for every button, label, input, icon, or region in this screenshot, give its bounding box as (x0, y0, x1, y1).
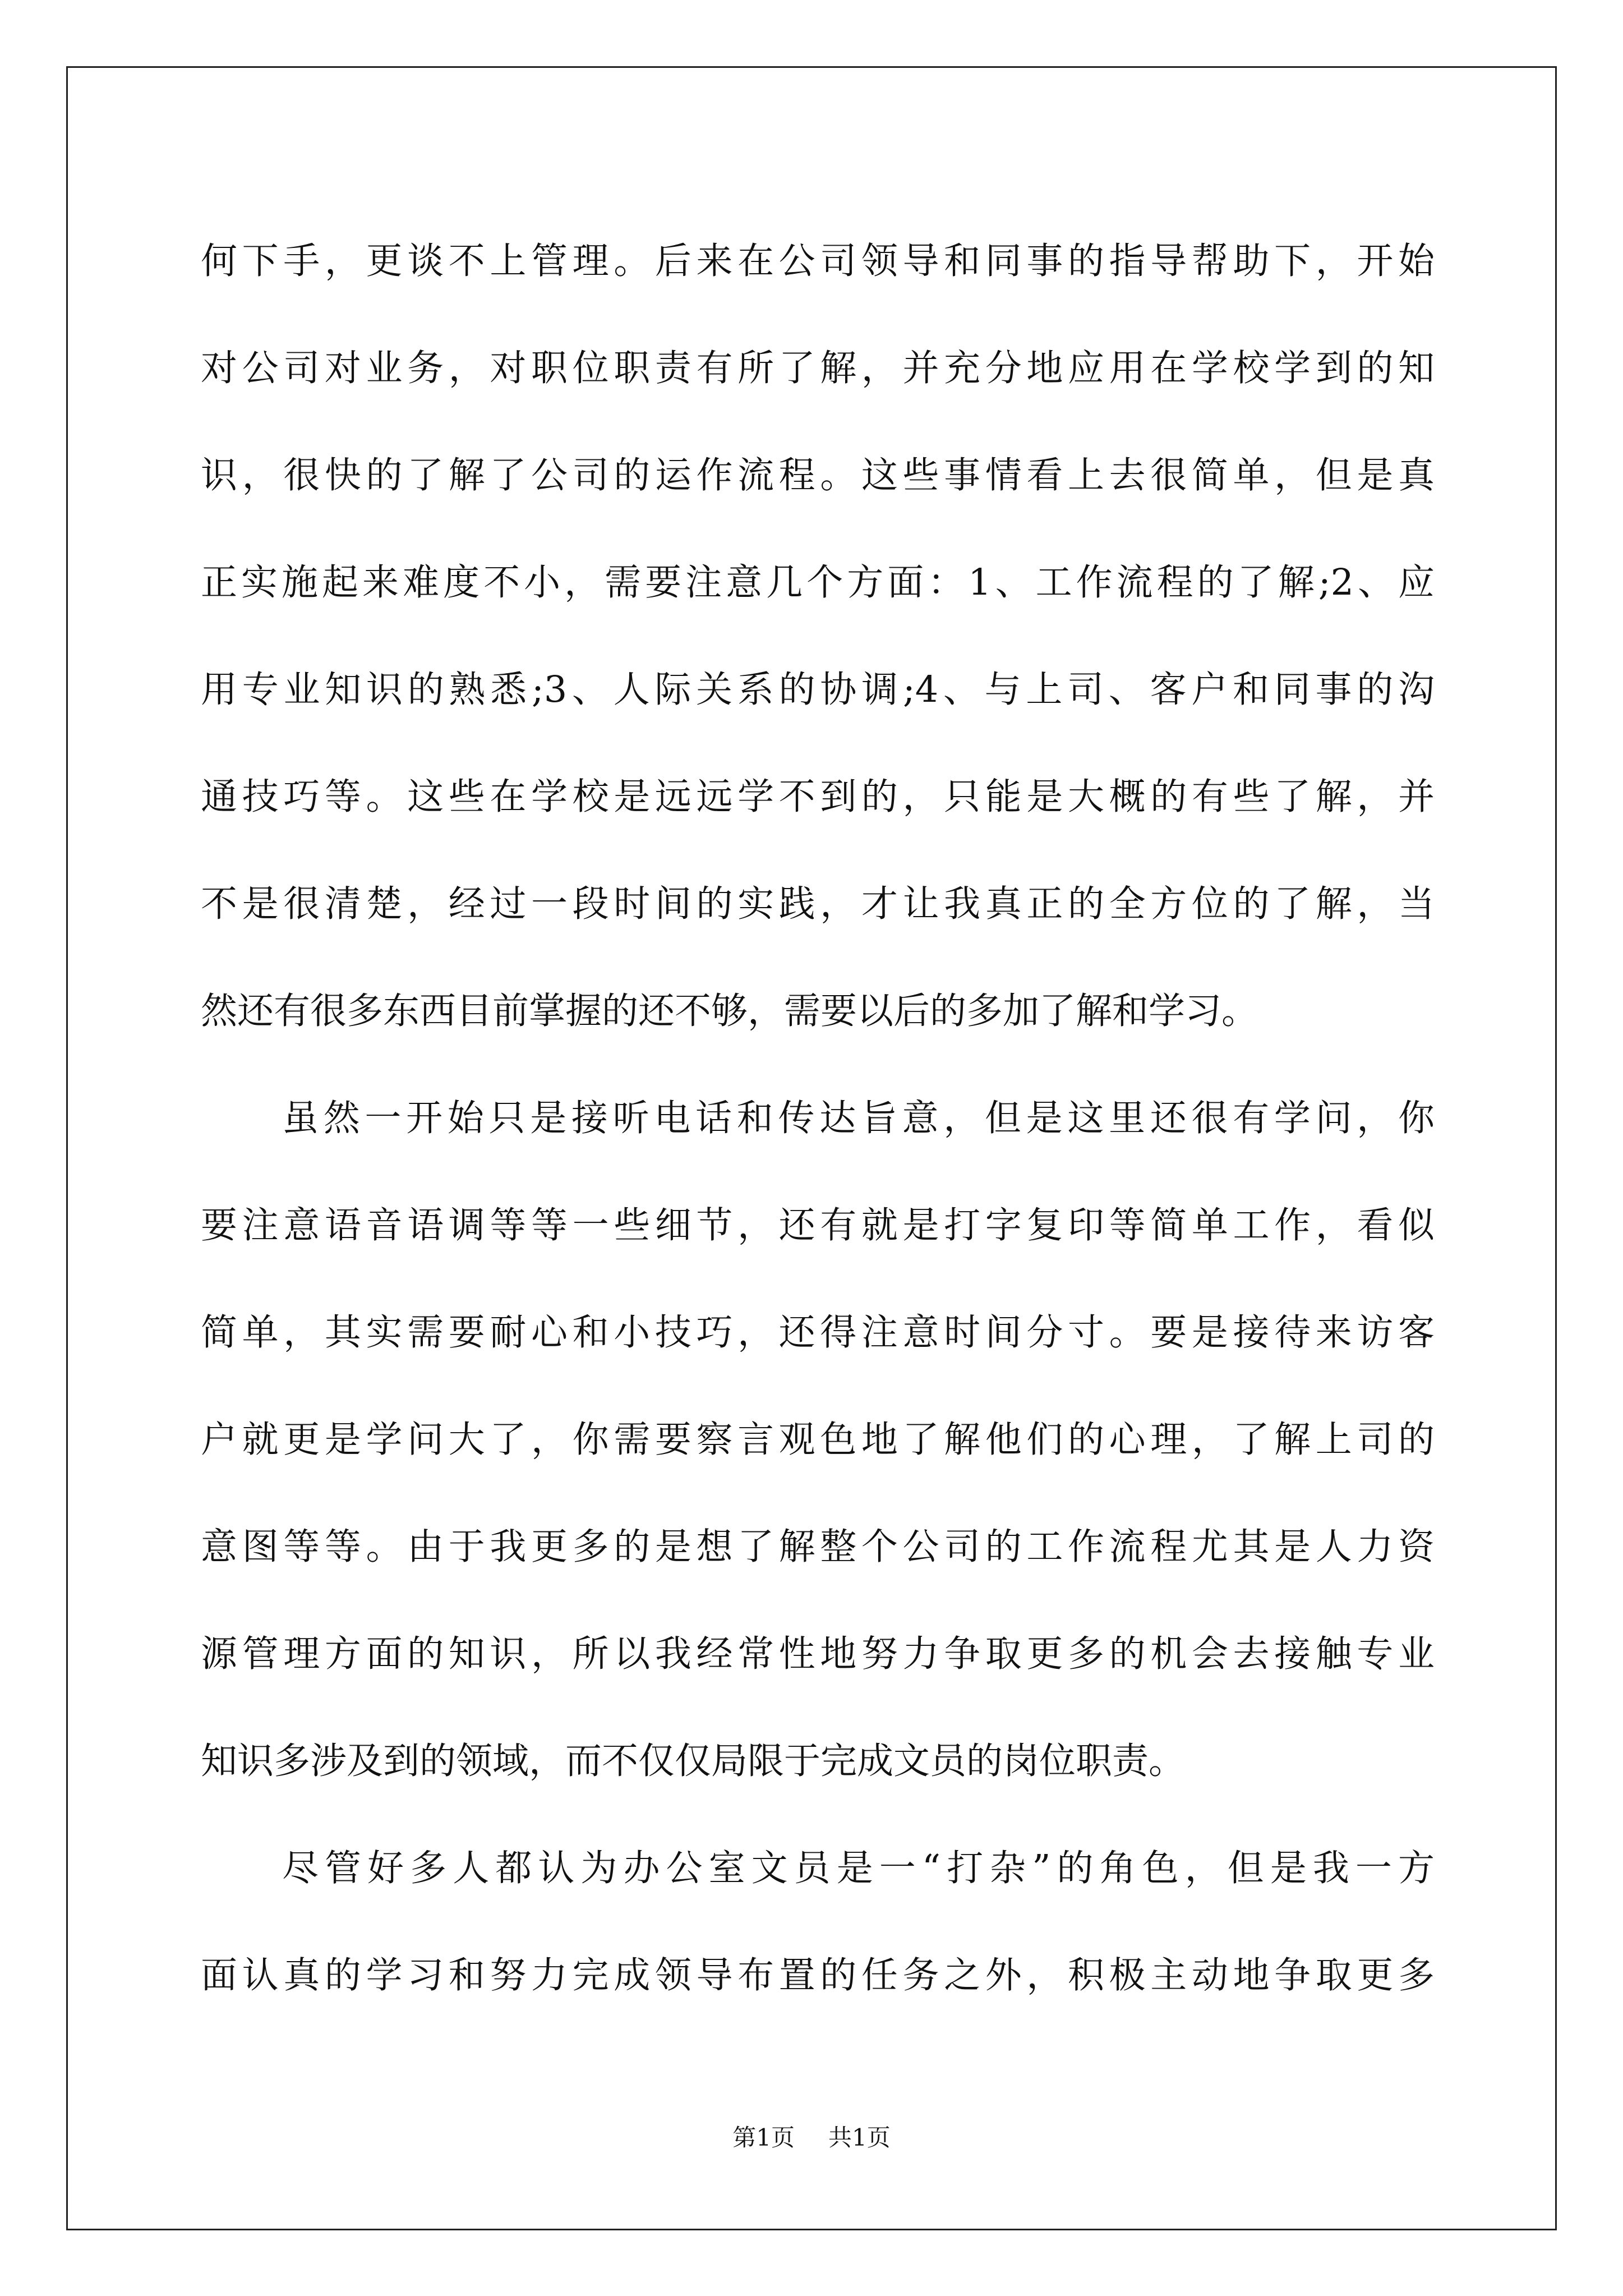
text-line: 用专业知识的熟悉;3、人际关系的协调;4、与上司、客户和同事的沟 (201, 669, 1435, 711)
paragraph-1 (201, 208, 1435, 1065)
text-line: 然还有很多东西目前掌握的还不够，需要以后的多加了解和学习。 (201, 990, 1258, 1032)
text-line: 源管理方面的知识，所以我经常性地努力争取更多的机会去接触专业 (201, 1633, 1435, 1675)
text-line: 要注意语音语调等等一些细节，还有就是打字复印等简单工作，看似 (201, 1204, 1435, 1246)
page-number: 第1页 (732, 2124, 795, 2151)
paragraph-3 (201, 1815, 1435, 2029)
paragraph-2 (201, 1065, 1435, 1815)
text-line: 简单，其实需要耐心和小技巧，还得注意时间分寸。要是接待来访客 (201, 1312, 1435, 1354)
text-line: 面认真的学习和努力完成领导布置的任务之外，积极主动地争取更多 (201, 1954, 1435, 1996)
text-line: 知识多涉及到的领域，而不仅仅局限于完成文员的岗位职责。 (201, 1740, 1186, 1782)
text-line: 不是很清楚，经过一段时间的实践，才让我真正的全方位的了解，当 (201, 883, 1435, 925)
text-line: 意图等等。由于我更多的是想了解整个公司的工作流程尤其是人力资 (201, 1526, 1435, 1568)
text-line: 识，很快的了解了公司的运作流程。这些事情看上去很简单，但是真 (201, 454, 1435, 496)
text-line: 对公司对业务，对职位职责有所了解，并充分地应用在学校学到的知 (201, 347, 1435, 389)
text-line: 何下手，更谈不上管理。后来在公司领导和同事的指导帮助下，开始 (201, 240, 1435, 282)
page-footer (0, 2119, 1623, 2153)
text-line: 尽管好多人都认为办公室文员是一“打杂”的角色，但是我一方 (282, 1847, 1435, 1889)
text-line: 通技巧等。这些在学校是远远学不到的，只能是大概的有些了解，并 (201, 776, 1435, 818)
page-total: 共1页 (828, 2124, 891, 2151)
document-body (201, 208, 1435, 2029)
text-line: 虽然一开始只是接听电话和传达旨意，但是这里还很有学问，你 (282, 1097, 1435, 1139)
text-line: 户就更是学问大了，你需要察言观色地了解他们的心理，了解上司的 (201, 1419, 1435, 1461)
text-line: 正实施起来难度不小，需要注意几个方面：1、工作流程的了解;2、应 (201, 562, 1435, 604)
